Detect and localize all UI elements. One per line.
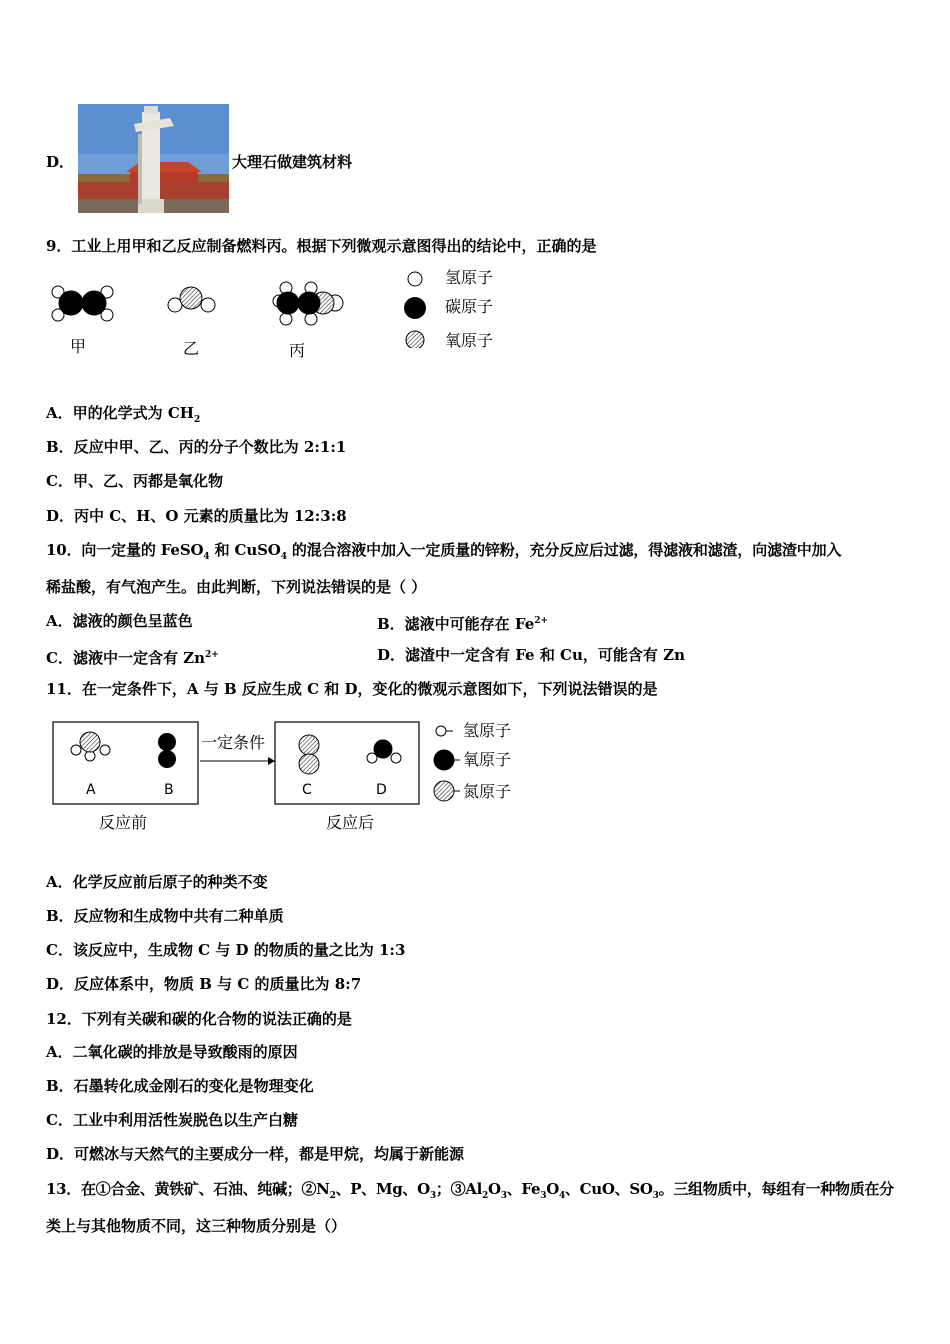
- marble-column-photo: [78, 104, 229, 213]
- q11-label-b: B: [164, 782, 174, 798]
- molecule-b: [158, 733, 176, 768]
- q9-molecule-diagram: [45, 278, 405, 368]
- q12-option-b: B．石墨转化成金刚石的变化是物理变化: [46, 1077, 314, 1095]
- q10-option-a: A．滤液的颜色呈蓝色: [46, 612, 193, 630]
- q11-legend-oxygen: 氧原子: [463, 750, 512, 769]
- q10-option-d: D．滤渣中一定含有 Fe 和 Cu，可能含有 Zn: [377, 646, 685, 664]
- q9-legend-symbols: [402, 268, 432, 348]
- q11-stem: 11．在一定条件下，A 与 B 反应生成 C 和 D，变化的微观示意图如下，下列说法错误的是: [46, 680, 658, 698]
- q9-option-c: C．甲、乙、丙都是氧化物: [46, 472, 223, 490]
- q9-option-a: A．甲的化学式为 $CH_2$: [46, 404, 201, 425]
- q9-label-bing: 丙: [289, 341, 306, 360]
- q11-arrow-condition: 一定条件: [201, 733, 266, 752]
- q11-option-b: B．反应物和生成物中共有二种单质: [46, 907, 284, 925]
- q13-stem-line1: 13．在①合金、黄铁矿、石油、纯碱；$②N_2$、P、Mg、$O_3$；$③Al_2O_3$、$Fe_3O_4$、CuO、$SO_3$。三组物质中，每组有一种物质在分: [46, 1180, 894, 1201]
- molecule-d: [367, 740, 401, 763]
- q12-option-a: A．二氧化碳的排放是导致酸雨的原因: [46, 1043, 298, 1061]
- q11-legend-nitrogen: 氮原子: [463, 782, 512, 801]
- q8-option-d-letter: D．: [46, 153, 75, 171]
- q9-option-b: B．反应中甲、乙、丙的分子个数比为 2:1:1: [46, 438, 347, 456]
- molecule-yi: [168, 287, 215, 312]
- q10-stem-line2: 稀盐酸，有气泡产生。由此判断，下列说法错误的是（ ）: [46, 578, 427, 596]
- q9-legend-hydrogen: 氢原子: [445, 268, 494, 287]
- q11-legend-hydrogen: 氢原子: [463, 721, 512, 740]
- q12-stem: 12．下列有关碳和碳的化合物的说法正确的是: [46, 1010, 352, 1028]
- q11-legend-symbols: [434, 726, 460, 801]
- molecule-jia: [52, 286, 113, 321]
- molecule-a: [71, 732, 110, 761]
- q12-option-d: D．可燃冰与天然气的主要成分一样，都是甲烷，均属于新能源: [46, 1145, 465, 1163]
- q11-label-d: D: [376, 782, 387, 798]
- q13-stem-line2: 类上与其他物质不同，这三种物质分别是（）: [46, 1217, 347, 1235]
- q9-label-jia: 甲: [70, 337, 87, 356]
- reaction-before-box: [53, 722, 198, 804]
- q9-option-d: D．丙中 C、H、O 元素的质量比为 12:3:8: [46, 507, 347, 525]
- q11-reaction-diagram: [50, 718, 530, 818]
- q11-option-d: D．反应体系中，物质 B 与 C 的质量比为 8:7: [46, 975, 362, 993]
- q9-stem: 9．工业上用甲和乙反应制备燃料丙。根据下列微观示意图得出的结论中，正确的是: [46, 237, 597, 255]
- q10-option-c: C．滤液中一定含有 $Zn^{2+}$: [46, 649, 219, 667]
- q11-after-caption: 反应后: [326, 813, 375, 832]
- q12-option-c: C．工业中利用活性炭脱色以生产白糖: [46, 1111, 298, 1129]
- q10-stem-line1: 10．向一定量的 FeSO$_4$ 和 CuSO$_4$ 的混合溶液中加入一定质量的锌粉，充分反应后过滤，得滤液和滤渣，向滤渣中加入: [46, 541, 842, 562]
- q9-label-yi: 乙: [183, 339, 200, 358]
- molecule-c: [299, 735, 319, 774]
- q11-label-a: A: [86, 782, 96, 798]
- q9-legend-carbon: 碳原子: [445, 297, 494, 316]
- q9-legend-oxygen: 氧原子: [445, 331, 494, 350]
- q11-label-c: C: [302, 782, 312, 798]
- q11-option-a: A．化学反应前后原子的种类不变: [46, 873, 268, 891]
- q10-option-b: B．滤液中可能存在 $Fe^{2+}$: [377, 615, 549, 633]
- q11-before-caption: 反应前: [99, 813, 148, 832]
- q8-option-d-text: 大理石做建筑材料: [232, 153, 353, 171]
- molecule-bing: [273, 282, 343, 325]
- q11-option-c: C．该反应中，生成物 C 与 D 的物质的量之比为 1:3: [46, 941, 406, 959]
